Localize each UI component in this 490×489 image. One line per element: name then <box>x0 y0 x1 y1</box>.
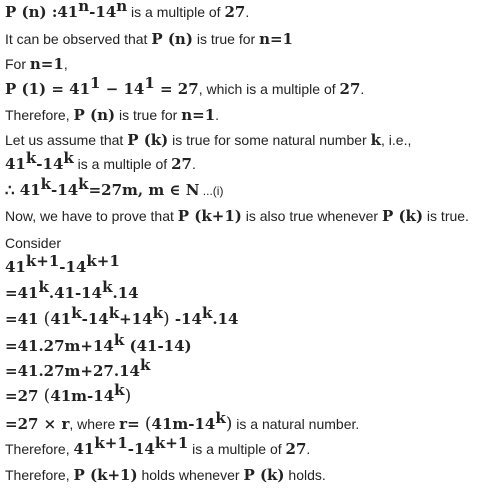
proof-line <box>5 331 192 355</box>
proof-line <box>5 466 326 484</box>
math-expression: 27 <box>339 80 361 98</box>
exponent: k <box>40 175 52 193</box>
math-expression: .14 <box>212 310 239 328</box>
text-run: is a multiple of <box>188 441 286 457</box>
proof-line <box>5 131 411 149</box>
exponent: n <box>78 0 90 15</box>
math-expression: =27m, m ∈ N <box>88 181 200 199</box>
proof-line <box>5 106 219 124</box>
text-run: is true for some natural number <box>168 132 371 148</box>
bracket: ( <box>43 309 51 329</box>
math-expression: P (k+1) <box>73 466 138 484</box>
math-expression: =41 <box>5 310 44 328</box>
proof-line <box>5 74 365 98</box>
math-expression: n=1 <box>181 106 216 124</box>
bracket: ) <box>124 386 132 406</box>
exponent: k <box>71 304 82 322</box>
exponent: k <box>201 304 213 322</box>
math-expression: P (n) <box>73 106 116 124</box>
exponent: k+1 <box>25 252 60 270</box>
math-expression: -14 <box>51 181 79 199</box>
exponent: n <box>116 0 128 15</box>
equation-tag: ...(i) <box>199 184 224 198</box>
proof-line <box>5 207 469 225</box>
text-run: Therefore, <box>5 441 74 457</box>
exponent: k <box>38 278 49 296</box>
math-expression: P (k) <box>381 207 424 225</box>
text-run: It can be observed that <box>5 31 152 47</box>
math-expression: P (1) = 41 <box>5 80 91 98</box>
bracket: ( <box>144 414 152 434</box>
text-run: . <box>245 4 250 20</box>
text-run: is a natural number. <box>232 416 360 432</box>
exponent: k <box>114 381 125 399</box>
proof-line <box>5 149 196 173</box>
math-expression: 41m-14 <box>50 387 115 405</box>
math-expression: 41 <box>5 155 26 173</box>
math-expression: n=1 <box>29 55 64 73</box>
math-expression: -14 <box>36 155 64 173</box>
text-run: Consider <box>5 235 62 251</box>
text-run: , <box>63 56 68 72</box>
exponent: k <box>108 304 120 322</box>
math-expression: -14 <box>127 440 155 458</box>
math-expression: -14 <box>89 3 117 21</box>
exponent: k <box>78 175 89 193</box>
math-expression: (41-14) <box>124 337 192 355</box>
math-expression: .41-14 <box>48 284 103 302</box>
proof-line <box>5 409 360 434</box>
proof-line <box>5 381 132 406</box>
proof-line <box>5 356 151 380</box>
exponent: k <box>63 149 74 167</box>
math-expression: =27 × r <box>5 415 70 433</box>
proof-line <box>5 175 224 200</box>
bracket: ( <box>43 386 51 406</box>
exponent: k <box>113 331 125 349</box>
text-run: Let us assume that <box>5 132 128 148</box>
text-run: , where <box>69 416 120 432</box>
exponent: 1 <box>90 74 101 92</box>
math-expression: = 27 <box>154 80 199 98</box>
math-expression: =41.27m+14 <box>5 337 114 355</box>
exponent: k <box>152 304 163 322</box>
text-run: For <box>5 56 30 72</box>
proof-line <box>5 55 68 73</box>
exponent: k+1 <box>154 434 189 452</box>
math-expression: − 14 <box>100 80 145 98</box>
text-run: is true. <box>423 208 469 224</box>
math-expression: 41 <box>50 310 72 328</box>
text-run: Now, we have to prove that <box>5 208 178 224</box>
exponent: k <box>215 409 226 427</box>
math-expression: 41m-14 <box>151 415 216 433</box>
text-run: . <box>306 441 311 457</box>
text-run: , i.e., <box>381 132 412 148</box>
text-run: holds whenever <box>137 467 244 483</box>
text-run: . <box>191 156 196 172</box>
text-run: Therefore, <box>5 107 74 123</box>
math-expression: 41 <box>73 440 95 458</box>
proof-line <box>5 234 61 252</box>
text-run: is true for <box>115 107 182 123</box>
proof-line <box>5 0 250 21</box>
text-run: is true for <box>192 31 260 47</box>
math-expression: +14 <box>119 310 153 328</box>
math-expression: 27 <box>171 155 192 173</box>
text-run: is a multiple of <box>73 156 172 172</box>
exponent: 1 <box>144 74 155 92</box>
text-run: , which is a multiple of <box>198 81 340 97</box>
math-expression: -14 <box>59 258 87 276</box>
proof-line <box>5 30 293 48</box>
text-run: . <box>215 107 220 123</box>
math-expression: =41 <box>5 284 39 302</box>
math-expression: P (k+1) <box>177 207 242 225</box>
proof-line <box>5 304 239 329</box>
math-expression: -14 <box>81 310 109 328</box>
text-run: is a multiple of <box>127 4 225 20</box>
bracket: ) <box>162 309 170 329</box>
math-expression: n=1 <box>259 30 293 48</box>
math-expression: P (n) <box>151 30 193 48</box>
text-run: . <box>360 81 365 97</box>
math-expression: 27 <box>285 440 307 458</box>
math-expression: k <box>370 131 381 149</box>
math-expression: =41.27m+27.14 <box>5 362 140 380</box>
math-expression: 41 <box>5 258 26 276</box>
exponent: k <box>25 149 37 167</box>
text-run: is also true whenever <box>241 208 382 224</box>
proof-line <box>5 252 120 276</box>
text-run: Therefore, <box>5 467 74 483</box>
text-run: holds. <box>284 467 326 483</box>
math-expression: .14 <box>112 284 139 302</box>
math-expression: =27 <box>5 387 44 405</box>
proof-line <box>5 278 139 302</box>
exponent: k+1 <box>86 252 120 270</box>
exponent: k <box>139 356 151 374</box>
math-expression: P (k) <box>243 466 285 484</box>
math-expression: -14 <box>169 310 202 328</box>
proof-line <box>5 434 311 458</box>
math-expression: ∴ 41 <box>5 181 41 199</box>
math-expression: 27 <box>224 3 246 21</box>
math-expression: P (n) :41 <box>5 3 79 21</box>
math-expression: P (k) <box>127 131 169 149</box>
bracket: ) <box>225 414 233 434</box>
exponent: k <box>102 278 113 296</box>
math-expression: r= <box>119 415 145 433</box>
exponent: k+1 <box>94 434 128 452</box>
